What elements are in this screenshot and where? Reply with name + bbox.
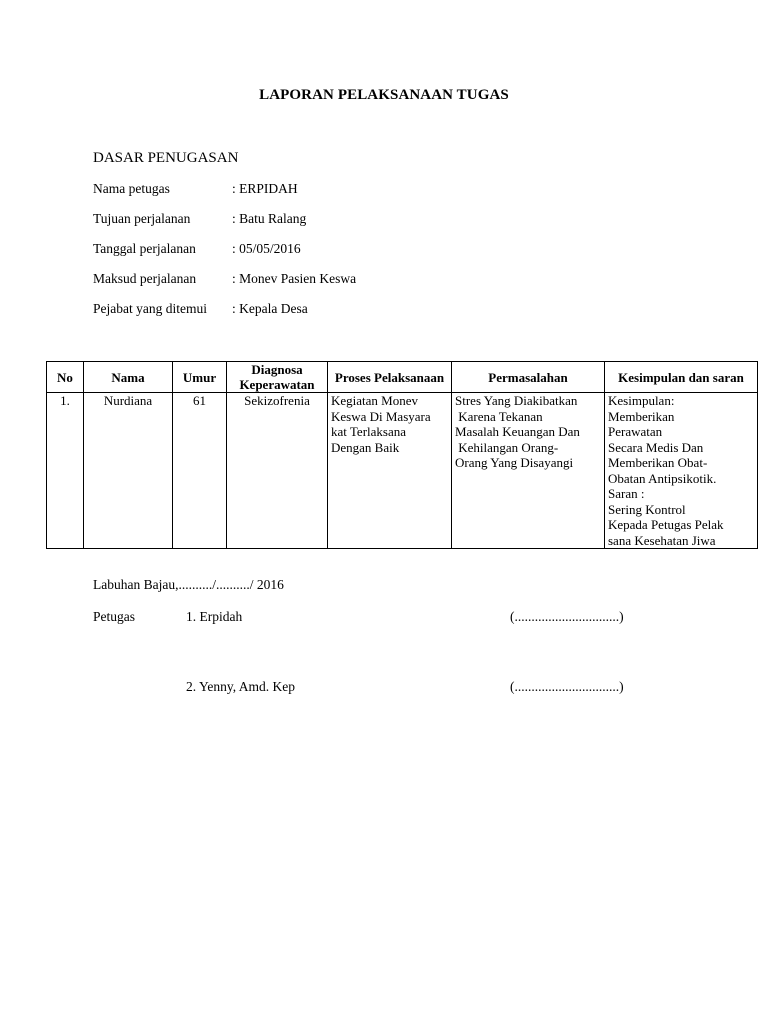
section-heading: DASAR PENUGASAN <box>93 150 239 166</box>
signature-row-1 <box>93 609 693 627</box>
field-label: Tujuan perjalanan <box>93 211 191 226</box>
cell-no: 1. <box>47 393 84 549</box>
header-line: Pelaksanaan <box>374 369 445 385</box>
header-line: Diagnosa <box>251 362 303 377</box>
cell-line: Memberikan Obat- <box>608 455 708 470</box>
header-permasalahan: Permasalahan <box>452 362 605 393</box>
document-title: LAPORAN PELAKSANAAN TUGAS <box>259 87 509 103</box>
field-label: Tanggal perjalanan <box>93 241 196 256</box>
header-kesimpulan <box>605 362 758 393</box>
cell-permasalahan <box>452 393 605 549</box>
signature-name: 2. Yenny, Amd. Kep <box>186 679 296 694</box>
field-value: : ERPIDAH <box>232 181 298 196</box>
cell-line: Stres Yang Diakibatkan <box>455 393 578 408</box>
field-value: : Monev Pasien Keswa <box>232 271 357 286</box>
signature-row-2 <box>93 679 693 697</box>
cell-umur: 61 <box>173 393 227 549</box>
header-line: Kesimpulan dan <box>618 369 710 385</box>
place-date: Labuhan Bajau,........../........../ 2016 <box>93 577 284 592</box>
field-value: : Kepala Desa <box>232 301 308 316</box>
cell-line: Dengan Baik <box>331 439 400 455</box>
cell-line: Kehilangan Orang- <box>455 439 559 455</box>
cell-line: sana Kesehatan Jiwa <box>608 532 716 548</box>
cell-line: kat Terlaksana <box>331 424 407 439</box>
field-value: : 05/05/2016 <box>232 241 301 256</box>
signature-role: Petugas <box>93 609 135 624</box>
cell-line: Kepada Petugas Pelak <box>608 517 724 532</box>
header-line: saran <box>712 369 744 385</box>
header-nama: Nama <box>84 362 173 393</box>
cell-line: Obatan Antipsikotik. <box>608 470 717 486</box>
cell-line: Secara Medis Dan <box>608 439 704 455</box>
cell-line: Sering Kontrol <box>608 501 686 517</box>
field-label: Pejabat yang ditemui <box>93 301 207 316</box>
field-label: Nama petugas <box>93 181 170 196</box>
cell-proses <box>328 393 452 549</box>
cell-line: Kegiatan Monev <box>331 393 419 408</box>
cell-line: Keswa Di Masyara <box>331 408 431 424</box>
cell-line: Orang Yang Disayangi <box>455 455 574 470</box>
cell-nama: Nurdiana <box>84 393 173 549</box>
cell-line: Masalah Keuangan Dan <box>455 424 580 439</box>
table-header-row <box>47 362 758 393</box>
field-label: Maksud perjalanan <box>93 271 197 286</box>
header-line: Proses <box>334 369 371 385</box>
cell-line: Karena Tekanan <box>455 408 543 424</box>
header-no: No <box>47 362 84 393</box>
table-row <box>47 393 758 549</box>
cell-kesimpulan <box>605 393 758 549</box>
header-line: Keperawatan <box>239 377 315 392</box>
report-table <box>46 361 758 549</box>
header-proses <box>328 362 452 393</box>
cell-line: Kesimpulan: <box>608 393 675 408</box>
cell-line: Saran : <box>608 486 645 501</box>
cell-line: Memberikan <box>608 408 675 424</box>
header-diagnosa <box>227 362 328 393</box>
field-value: : Batu Ralang <box>232 211 307 226</box>
cell-line: Perawatan <box>608 424 663 439</box>
signature-line: (...............................) <box>510 609 624 624</box>
header-umur: Umur <box>173 362 227 393</box>
signature-line: (...............................) <box>510 679 624 694</box>
signature-name: 1. Erpidah <box>186 609 243 624</box>
cell-diagnosa: Sekizofrenia <box>227 393 328 549</box>
